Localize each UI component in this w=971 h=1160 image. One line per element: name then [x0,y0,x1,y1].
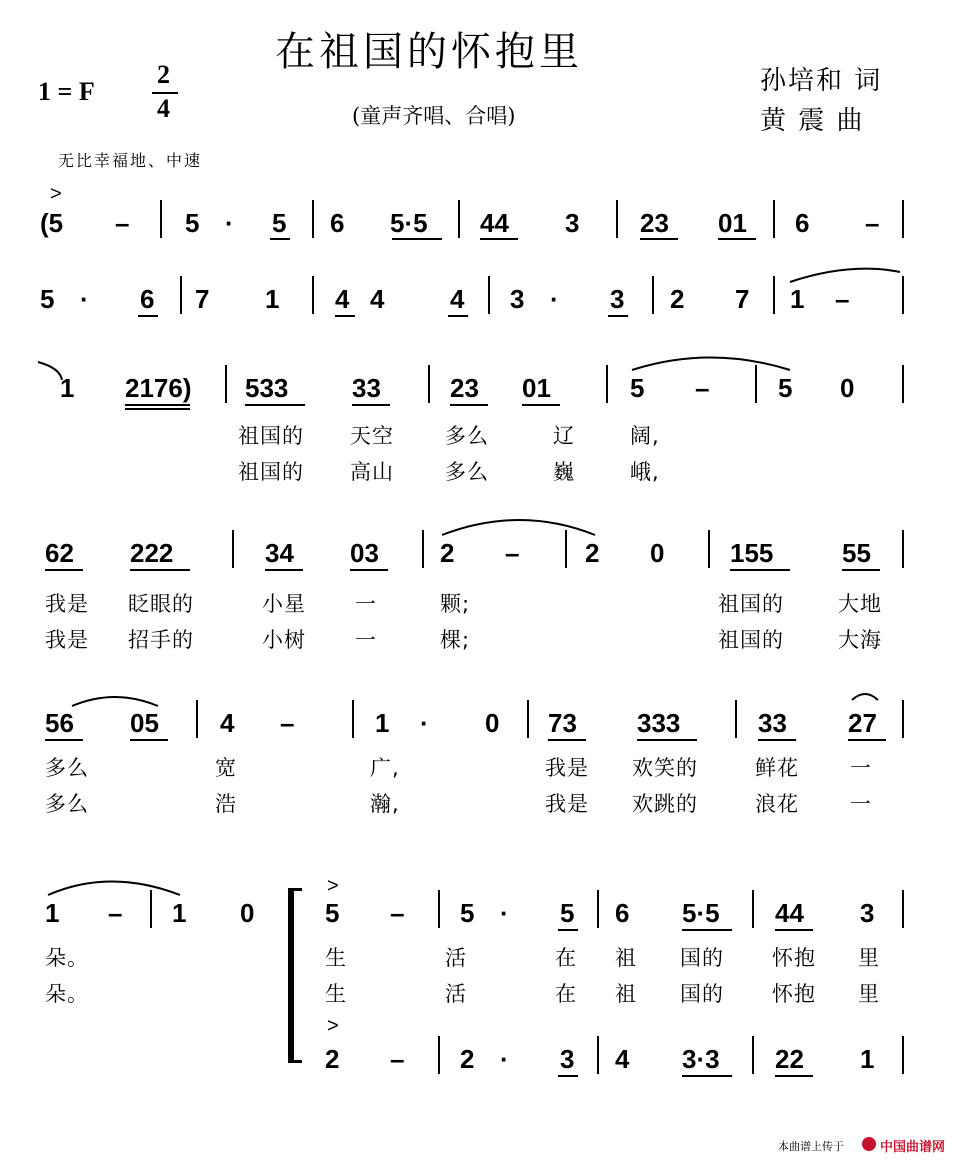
svg-text:1: 1 [375,708,390,738]
svg-text:–: – [695,373,710,403]
svg-text:533: 533 [245,373,289,403]
svg-text:–: – [115,208,130,238]
lyric-r5v1-2: 广, [370,756,400,780]
song-subtitle: (童声齐唱、合唱) [352,104,516,128]
svg-text:55: 55 [842,538,871,568]
lyric-r4v1-6: 大地 [838,592,882,616]
key-signature: 1 = F [38,77,95,106]
svg-text:(5: (5 [40,208,64,238]
lyric-r5v1-1: 宽 [215,756,237,780]
svg-text:·: · [225,208,234,238]
svg-text:2: 2 [585,538,600,568]
lyric-r6v1-2: 活 [445,946,467,970]
score-row-4 [45,520,904,571]
svg-text:5: 5 [272,208,287,238]
score-row-5 [45,694,904,741]
lyric-r5v1-4: 欢笑的 [632,756,698,780]
svg-text:5: 5 [460,898,475,928]
svg-text:1: 1 [790,284,805,314]
svg-text:155: 155 [730,538,774,568]
svg-text:·: · [420,708,429,738]
lyric-r5v1-6: 一 [850,756,872,780]
time-signature-bottom: 4 [157,94,170,123]
lyric-r4v1-2: 小星 [262,592,306,616]
svg-text:4: 4 [370,284,385,314]
svg-text:23: 23 [640,208,669,238]
svg-text:5: 5 [40,284,55,314]
lyric-r5v2-6: 一 [850,792,872,816]
svg-text:44: 44 [480,208,509,238]
svg-text:5: 5 [560,898,575,928]
svg-text:0: 0 [840,373,855,403]
svg-text:2: 2 [670,284,685,314]
lyric-r4v1-5: 祖国的 [718,592,784,616]
site-logo-icon [862,1137,876,1151]
lyric-r4v2-1: 招手的 [128,628,194,652]
svg-text:3: 3 [510,284,525,314]
svg-text:1: 1 [860,1044,875,1074]
svg-text:2: 2 [440,538,455,568]
lyric-r6v1-6: 怀抱 [772,946,816,970]
song-title: 在祖国的怀抱里 [275,29,583,75]
svg-text:62: 62 [45,538,74,568]
lyric-r3v1-4: 阔, [630,424,660,448]
svg-text:5·5: 5·5 [390,208,428,238]
svg-text:–: – [108,898,123,928]
svg-text:56: 56 [45,708,74,738]
svg-text:3: 3 [610,284,625,314]
svg-text:>: > [327,1015,339,1037]
svg-text:·: · [550,284,559,314]
svg-text:>: > [50,183,62,205]
lyric-r5v1-3: 我是 [545,756,589,780]
svg-text:>: > [327,875,339,897]
svg-text:01: 01 [718,208,747,238]
lyric-r3v2-0: 祖国的 [238,460,304,484]
lyric-r3v1-2: 多么 [445,424,489,448]
lyric-r4v2-3: 一 [355,628,377,652]
lyric-r4v2-4: 棵; [440,628,471,652]
lyric-r6v1-5: 国的 [680,946,724,970]
svg-text:6: 6 [795,208,810,238]
svg-text:6: 6 [615,898,630,928]
time-signature-top: 2 [157,60,170,89]
lyric-r6v2-1: 生 [325,982,347,1006]
svg-text:0: 0 [650,538,665,568]
lyric-r5v1-0: 多么 [45,756,89,780]
composer-credit: 黄 震 曲 [760,106,865,136]
lyric-r6v2-2: 活 [445,982,467,1006]
svg-text:–: – [390,898,405,928]
svg-text:34: 34 [265,538,294,568]
lyric-r3v1-0: 祖国的 [238,424,304,448]
lyric-r4v1-3: 一 [355,592,377,616]
svg-text:333: 333 [637,708,681,738]
svg-text:·: · [500,898,509,928]
svg-text:6: 6 [330,208,345,238]
svg-text:1: 1 [45,898,60,928]
lyric-r6v2-0: 朵。 [45,982,89,1006]
lyric-r5v2-1: 浩 [215,792,237,816]
lyric-r4v1-4: 颗; [440,592,471,616]
lyric-r3v2-3: 巍 [553,460,575,484]
upload-note: 本曲谱上传于 [778,1140,844,1153]
lyric-r4v1-1: 眨眼的 [128,592,194,616]
svg-text:3: 3 [565,208,580,238]
svg-text:0: 0 [485,708,500,738]
lyric-r3v2-2: 多么 [445,460,489,484]
svg-text:23: 23 [450,373,479,403]
svg-text:2: 2 [325,1044,340,1074]
svg-text:33: 33 [352,373,381,403]
svg-text:7: 7 [195,284,210,314]
svg-text:4: 4 [450,284,465,314]
svg-text:03: 03 [350,538,379,568]
lyric-r6v2-3: 在 [555,982,577,1006]
svg-text:–: – [505,538,520,568]
lyric-r3v2-4: 峨, [630,460,660,484]
lyric-r6v1-0: 朵。 [45,946,89,970]
lyric-r6v1-4: 祖 [615,946,637,970]
score-row-3 [38,358,904,411]
lyric-r4v2-6: 大海 [838,628,882,652]
svg-text:4: 4 [615,1044,630,1074]
score-row-2 [40,269,904,317]
svg-text:·: · [500,1044,509,1074]
svg-text:27: 27 [848,708,877,738]
svg-text:33: 33 [758,708,787,738]
lyric-r5v1-5: 鲜花 [755,756,799,780]
svg-text:4: 4 [220,708,235,738]
lyric-r4v2-5: 祖国的 [718,628,784,652]
svg-text:2: 2 [460,1044,475,1074]
svg-text:44: 44 [775,898,804,928]
lyric-r5v2-3: 我是 [545,792,589,816]
svg-text:01: 01 [522,373,551,403]
lyric-r4v2-0: 我是 [45,628,89,652]
site-logo[interactable]: 中国曲谱网 [880,1140,946,1155]
lyric-r5v2-0: 多么 [45,792,89,816]
svg-text:7: 7 [735,284,750,314]
svg-text:–: – [280,708,295,738]
svg-text:3: 3 [860,898,875,928]
svg-text:·: · [80,284,89,314]
svg-text:6: 6 [140,284,155,314]
svg-text:5: 5 [185,208,200,238]
svg-text:1: 1 [172,898,187,928]
svg-text:4: 4 [335,284,350,314]
svg-text:5: 5 [778,373,793,403]
lyric-r3v1-1: 天空 [350,424,394,448]
svg-text:222: 222 [130,538,174,568]
lyric-r4v1-0: 我是 [45,592,89,616]
tempo-marking: 无比幸福地、中速 [58,151,203,170]
svg-text:5·5: 5·5 [682,898,720,928]
svg-text:2176): 2176) [125,373,192,403]
lyric-r3v2-1: 高山 [350,460,394,484]
score-row-7 [325,1015,904,1077]
svg-text:–: – [835,284,850,314]
svg-text:73: 73 [548,708,577,738]
svg-text:0: 0 [240,898,255,928]
svg-text:05: 05 [130,708,159,738]
svg-text:5: 5 [325,898,340,928]
lyric-r6v1-1: 生 [325,946,347,970]
lyric-r3v1-3: 辽 [553,424,575,448]
svg-text:3·3: 3·3 [682,1044,720,1074]
score-row-1 [40,183,904,240]
svg-text:22: 22 [775,1044,804,1074]
lyricist-credit: 孙培和 词 [760,66,883,96]
svg-text:3: 3 [560,1044,575,1074]
svg-text:1: 1 [265,284,280,314]
lyric-r6v1-7: 里 [858,946,880,970]
lyric-r6v1-3: 在 [555,946,577,970]
svg-text:–: – [865,208,880,238]
svg-text:5: 5 [630,373,645,403]
svg-text:–: – [390,1044,405,1074]
lyric-r5v2-4: 欢跳的 [632,792,698,816]
lyric-r5v2-5: 浪花 [755,792,799,816]
lyric-r5v2-2: 瀚, [370,792,400,816]
lyric-r6v2-5: 国的 [680,982,724,1006]
svg-text:1: 1 [60,373,75,403]
lyric-r6v2-7: 里 [858,982,880,1006]
lyric-r4v2-2: 小树 [262,628,306,652]
lyric-r6v2-6: 怀抱 [772,982,816,1006]
lyric-r6v2-4: 祖 [615,982,637,1006]
